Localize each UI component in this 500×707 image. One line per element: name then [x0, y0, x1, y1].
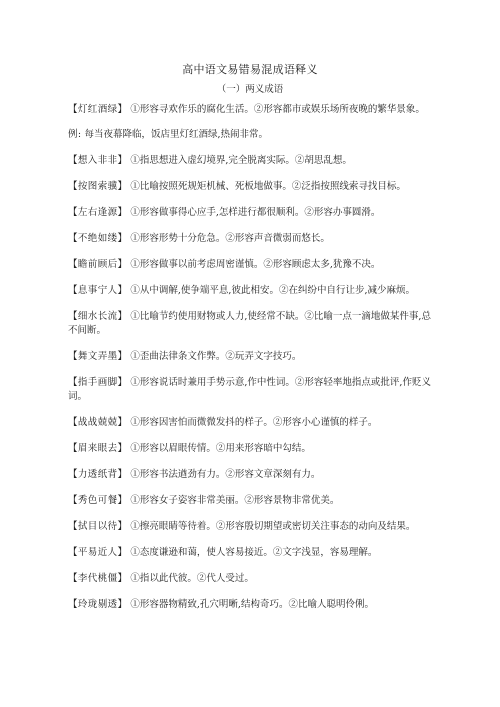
idiom-term: 【拭目以待】 [68, 521, 128, 532]
page-title: 高中语文易错易混成语释义 [182, 63, 318, 76]
idiom-term: 【左右逢源】 [68, 207, 128, 218]
idiom-definition: ①歪曲法律条文作弊。②玩弄文字技巧。 [130, 351, 302, 362]
idiom-entry [68, 598, 438, 612]
idiom-entry [68, 572, 438, 586]
idiom-definition: ①形容器物精致,孔穴明晰,结构奇巧。②比喻人聪明伶俐。 [130, 599, 374, 610]
idiom-definition: ①比喻节约使用财物或人力,使经常不缺。②比喻一点一滴地做某件事,总不间断。 [68, 311, 431, 336]
idiom-term: 【玲珑剔透】 [68, 599, 128, 610]
idiom-term: 【不绝如缕】 [68, 233, 128, 244]
idiom-definition: ①指以此代彼。②代人受过。 [130, 573, 254, 584]
idiom-term: 【力透纸背】 [68, 469, 128, 480]
example-text: 每当夜幕降临，饭店里灯红酒绿,热闹非常。 [84, 129, 269, 140]
idiom-entry [68, 103, 438, 117]
idiom-entry [68, 520, 438, 534]
idiom-entry [68, 310, 438, 338]
idiom-definition: ①形容形势十分危急。②形容声音微弱而悠长。 [130, 233, 330, 244]
idiom-term: 【息事宁人】 [68, 285, 128, 296]
idiom-definition: ①从中调解,使争端平息,彼此相安。②在纠纷中自行让步,减少麻烦。 [130, 285, 415, 296]
idiom-definition: ①擦亮眼睛等待着。②形容殷切期望或密切关注事态的动向及结果。 [130, 521, 416, 532]
idiom-entry [68, 154, 438, 168]
idiom-term: 【平易近人】 [68, 547, 128, 558]
idiom-definition: ①形容寻欢作乐的腐化生活。②形容都市或娱乐场所夜晚的繁华景象。 [130, 104, 425, 115]
idiom-entry [68, 180, 438, 194]
idiom-definition: ①形容说话时兼用手势示意,作中性词。②形容轻率地指点或批评,作贬义词。 [68, 377, 431, 402]
idiom-term: 【指手画脚】 [68, 377, 128, 388]
idiom-term: 【按图索骥】 [68, 181, 128, 192]
idiom-entry [68, 416, 438, 430]
example-label: 例: [68, 129, 82, 140]
idiom-definition: ①形容以眉眼传情。②用来形容暗中勾结。 [130, 443, 311, 454]
idiom-term: 【想入非非】 [68, 155, 128, 166]
idiom-term: 【瞻前顾后】 [68, 259, 128, 270]
idiom-definition: ①态度谦逊和蔼，使人容易接近。②文字浅显，容易理解。 [130, 547, 378, 558]
idiom-definition: ①形容书法遒劲有力。②形容文章深刻有力。 [130, 469, 321, 480]
idiom-entry [68, 258, 438, 272]
idiom-entry [68, 284, 438, 298]
idiom-term: 【眉来眼去】 [68, 443, 128, 454]
section-subtitle: （一）两义成语 [216, 84, 284, 95]
idiom-term: 【李代桃僵】 [68, 573, 128, 584]
idiom-entry [68, 494, 438, 508]
idiom-term: 【舞文弄墨】 [68, 351, 128, 362]
idiom-entry [68, 350, 438, 364]
idiom-entry [68, 206, 438, 220]
idiom-entry [68, 546, 438, 560]
idiom-definition: ①形容做事得心应手,怎样进行都很顺利。②形容办事圆滑。 [130, 207, 381, 218]
idiom-entry [68, 468, 438, 482]
entry-list [68, 103, 438, 624]
idiom-term: 【秀色可餐】 [68, 495, 128, 506]
example-entry [68, 128, 438, 142]
idiom-entry [68, 376, 438, 404]
idiom-definition: ①形容女子姿容非常美丽。②形容景物非常优美。 [130, 495, 340, 506]
idiom-definition: ①形容因害怕而微微发抖的样子。②形容小心谨慎的样子。 [130, 417, 378, 428]
idiom-definition: ①指思想进入虚幻境界,完全脱离实际。②胡思乱想。 [130, 155, 352, 166]
idiom-term: 【灯红酒绿】 [68, 104, 128, 115]
idiom-definition: ①形容做事以前考虑周密谨慎。②形容顾虑太多,犹豫不决。 [130, 259, 381, 270]
idiom-entry [68, 442, 438, 456]
idiom-term: 【细水长流】 [68, 311, 128, 322]
idiom-entry [68, 232, 438, 246]
idiom-definition: ①比喻按照死规矩机械、死板地做事。②泛指按照线索寻找目标。 [130, 181, 406, 192]
idiom-term: 【战战兢兢】 [68, 417, 128, 428]
